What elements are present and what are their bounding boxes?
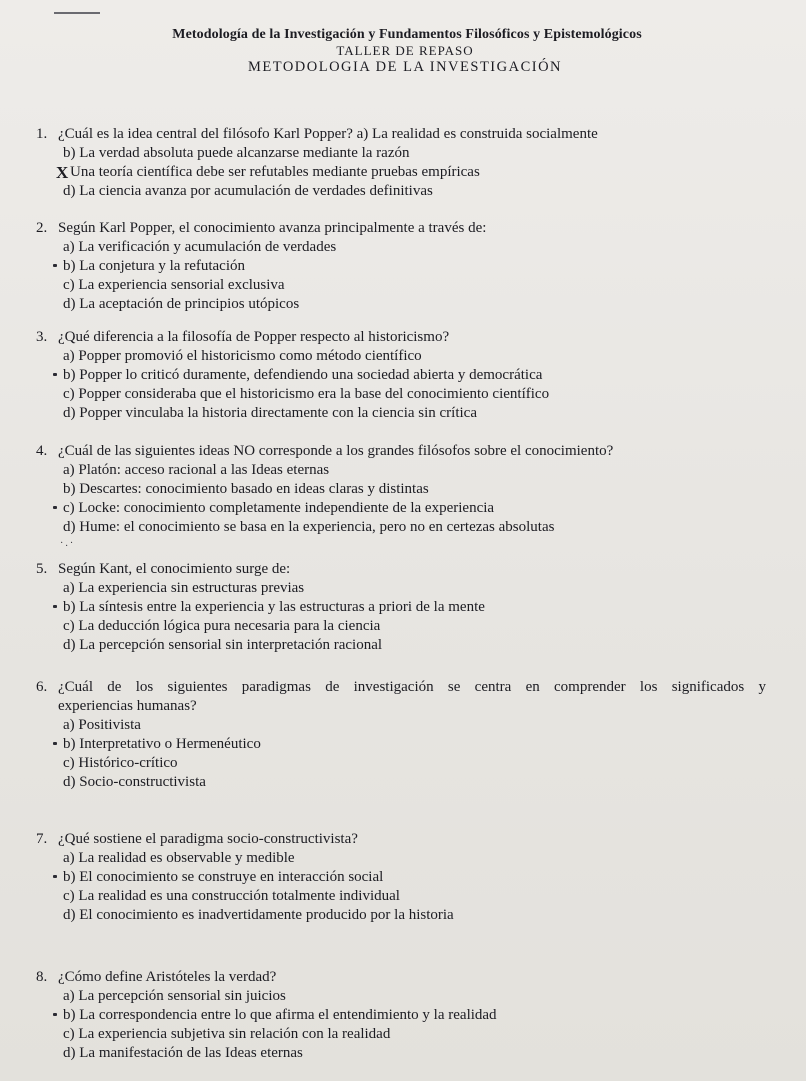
question-text: Según Karl Popper, el conocimiento avanza principalmente a través de: [58,220,487,236]
question-stem [36,125,598,144]
question-text: Según Kant, el conocimiento surge de: [58,561,291,577]
question-text-line-1: ¿Cuál de los siguientes paradigmas de investigación se centra en comprender los significados y [58,679,766,695]
question-number: 6. [36,679,48,695]
option-text: b) Interpretativo o Hermenéutico [63,736,261,752]
option-text: b) La correspondencia entre lo que afirma el entendimiento y la realidad [63,1007,497,1023]
option-d [36,636,485,655]
question-text: ¿Qué diferencia a la filosofía de Popper respecto al historicismo? [58,329,450,345]
option-d [36,404,549,423]
question-number: 4. [36,443,48,459]
answer-mark [53,742,57,745]
option-text: c) La realidad es una construcción totalmente individual [63,888,400,904]
question-8 [36,968,497,1063]
option-text: b) La conjetura y la refutación [63,258,245,274]
option-c [36,1025,497,1044]
option-text: c) La experiencia subjetiva sin relación con la realidad [63,1026,391,1042]
x-check-mark: X [56,163,69,182]
question-stem [36,328,549,347]
option-text: c) Histórico-crítico [63,755,178,771]
question-text: ¿Qué sostiene el paradigma socio-constructivista? [58,831,358,847]
option-c [36,887,454,906]
option-text: c) La deducción lógica pura necesaria para la ciencia [63,618,381,634]
answer-mark [53,373,57,376]
question-stem [36,830,454,849]
option-d [36,518,613,537]
question-text: ¿Cuál de las siguientes ideas NO corresponde a los grandes filósofos sobre el conocimiento? [58,443,614,459]
option-text: c) La experiencia sensorial exclusiva [63,277,285,293]
option-text: c) Locke: conocimiento completamente independiente de la experiencia [63,500,495,516]
option-text: d) La manifestación de las Ideas eternas [63,1045,303,1061]
option-text: b) La verdad absoluta puede alcanzarse mediante la razón [63,145,410,161]
question-number: 1. [36,126,48,142]
option-text: a) Positivista [63,717,141,733]
option-c [36,499,613,518]
question-text-line-2: experiencias humanas? [58,698,197,714]
option-text: d) Socio-constructivista [63,774,206,790]
option-text: d) Hume: el conocimiento se basa en la experiencia, pero no en certezas absolutas [63,519,555,535]
question-number: 7. [36,831,48,847]
question-stem [36,678,766,697]
option-a [36,849,454,868]
option-text: a) La verificación y acumulación de verdades [63,239,337,255]
question-4 [36,442,613,537]
option-a [36,347,549,366]
question-stem [36,560,485,579]
option-b [36,868,454,887]
option-d [36,1044,497,1063]
question-stem-continued [36,697,766,716]
question-3 [36,328,549,423]
question-number: 8. [36,969,48,985]
answer-mark [53,605,57,608]
option-text: d) La percepción sensorial sin interpretación racional [63,637,383,653]
option-text: a) La realidad es observable y medible [63,850,295,866]
option-b [36,735,766,754]
question-6 [36,678,766,792]
question-stem [36,219,486,238]
option-text: c) Popper consideraba que el historicismo era la base del conocimiento científico [63,386,550,402]
question-1 [36,125,598,201]
option-b [36,366,549,385]
option-text: b) La síntesis entre la experiencia y las estructuras a priori de la mente [63,599,485,615]
option-text: d) El conocimiento es inadvertidamente producido por la historia [63,907,454,923]
option-a [36,987,497,1006]
option-b [36,144,598,163]
option-c [36,617,485,636]
answer-mark [53,264,57,267]
question-number: 5. [36,561,48,577]
option-text: d) Popper vinculaba la historia directamente con la ciencia sin crítica [63,405,477,421]
course-title: Metodología de la Investigación y Fundamentos Filosóficos y Epistemológicos [172,27,642,42]
option-a [36,461,613,480]
question-5 [36,560,485,655]
option-text: b) Descartes: conocimiento basado en ideas claras y distintas [63,481,429,497]
answer-mark [53,1013,57,1016]
option-a [36,238,486,257]
option-d [36,773,766,792]
option-text: b) Popper lo criticó duramente, defendiendo una sociedad abierta y democrática [63,367,543,383]
pen-stroke-mark [54,12,100,14]
option-b [36,598,485,617]
workshop-title: TALLER DE REPASO [336,43,474,58]
option-b [36,1006,497,1025]
option-text: a) Popper promovió el historicismo como método científico [63,348,422,364]
question-number: 2. [36,220,48,236]
answer-mark [53,875,57,878]
question-text: ¿Cuál es la idea central del filósofo Karl Popper? a) La realidad es construida socialmente [58,126,598,142]
option-text: Una teoría científica debe ser refutables mediante pruebas empíricas [70,164,480,180]
option-d [36,295,486,314]
question-2 [36,219,486,314]
pen-dots: ·.· [60,538,76,549]
question-stem [36,442,613,461]
option-text: a) La percepción sensorial sin juicios [63,988,286,1004]
document-header [0,27,806,77]
question-stem [36,968,497,987]
option-text: d) La ciencia avanza por acumulación de verdades definitivas [63,183,433,199]
question-7 [36,830,454,925]
option-c [36,163,598,182]
question-number: 3. [36,329,48,345]
option-a [36,716,766,735]
option-c [36,754,766,773]
option-a [36,579,485,598]
option-b [36,257,486,276]
option-text: a) La experiencia sin estructuras previas [63,580,305,596]
option-d [36,182,598,201]
option-text: b) El conocimiento se construye en interacción social [63,869,384,885]
option-c [36,385,549,404]
option-c [36,276,486,295]
answer-mark [53,506,57,509]
question-text: ¿Cómo define Aristóteles la verdad? [58,969,277,985]
option-text: a) Platón: acceso racional a las Ideas eternas [63,462,330,478]
option-text: d) La aceptación de principios utópicos [63,296,300,312]
option-b [36,480,613,499]
subject-title: METODOLOGIA DE LA INVESTIGACIÓN [247,59,563,75]
option-d [36,906,454,925]
